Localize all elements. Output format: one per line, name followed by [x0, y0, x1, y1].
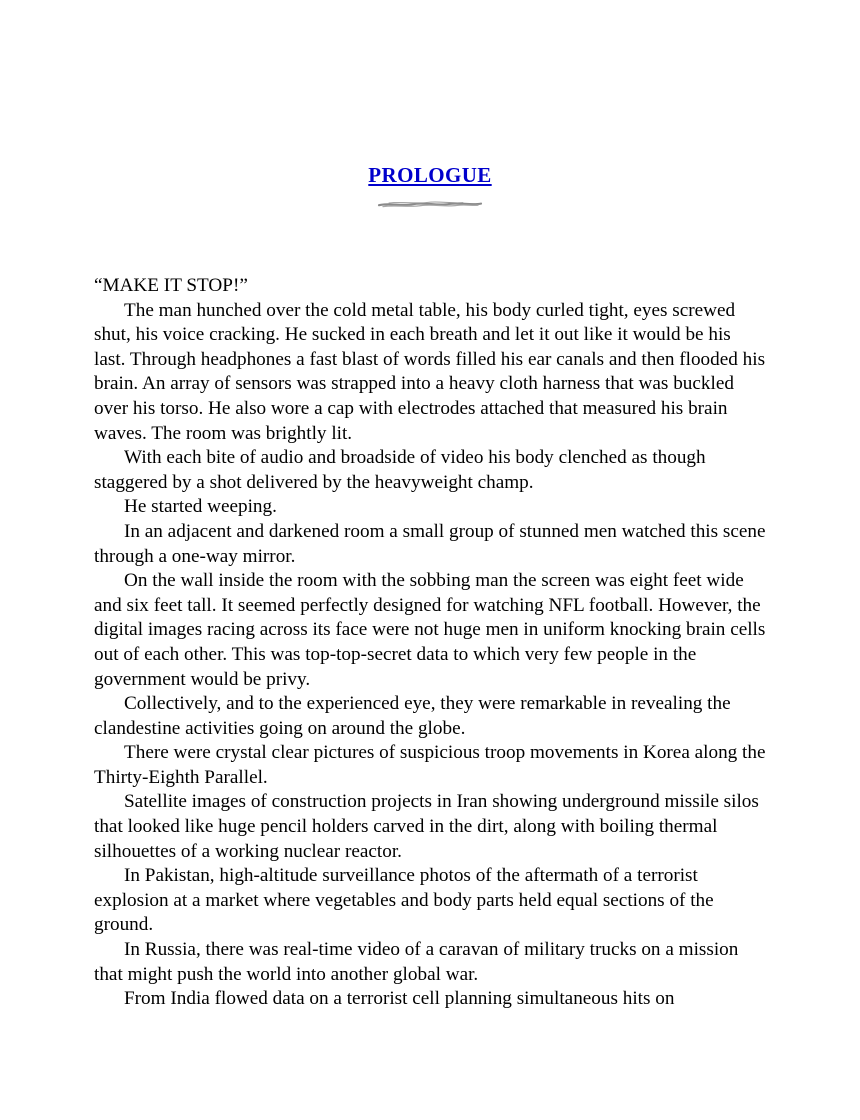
prologue-body [94, 212, 766, 1012]
paragraph: “MAKE IT STOP!” [94, 275, 248, 296]
page-title [94, 0, 766, 188]
paragraph: With each bite of audio and broadside of video his body clenched as though staggered by a shot delivered by the heavyweight champ. [94, 447, 706, 493]
paragraph: On the wall inside the room with the sobbing man the screen was eight feet wide and six feet tall. It seemed perfectly designed for watching NFL football. However, the digital images racing across its face were not huge men in uniform knocking brain cells out of each other. This was top-top-secret data to which very few people in the government would be privy. [94, 570, 766, 690]
chapter-heading-text: PROLOGUE [368, 163, 492, 187]
paragraph: Collectively, and to the experienced eye, they were remarkable in revealing the clandestine activities going on around the globe. [94, 693, 731, 739]
paragraph: From India flowed data on a terrorist cell planning simultaneous hits on [124, 988, 675, 1010]
paragraph: Satellite images of construction projects in Iran showing underground missile silos that looked like huge pencil holders carved in the dirt, along with boiling thermal silhouettes of a working nuclear reactor. [94, 791, 759, 862]
squiggle-divider-icon [94, 198, 766, 212]
paragraph: In an adjacent and darkened room a small group of stunned men watched this scene through a one-way mirror. [94, 520, 766, 567]
paragraph: In Pakistan, high-altitude surveillance photos of the aftermath of a terrorist explosion at a market where vegetables and body parts held equal sections of the ground. [94, 865, 714, 936]
paragraph: In Russia, there was real-time video of a caravan of military trucks on a mission that might push the world into another global war. [94, 939, 739, 985]
paragraph: There were crystal clear pictures of suspicious troop movements in Korea along the Thirty-Eighth Parallel. [94, 742, 766, 788]
paragraph: The man hunched over the cold metal table, his body curled tight, eyes screwed shut, his voice cracking. He sucked in each breath and let it out like it would be his last. Through headphones a fast blast of words filled his ear canals and then flooded his brain. An array of sensors was strapped into a heavy cloth harness that was buckled over his torso. He also wore a cap with electrodes attached that measured his brain waves. The room was brightly lit. [94, 299, 766, 444]
paragraph: He started weeping. [124, 496, 277, 518]
